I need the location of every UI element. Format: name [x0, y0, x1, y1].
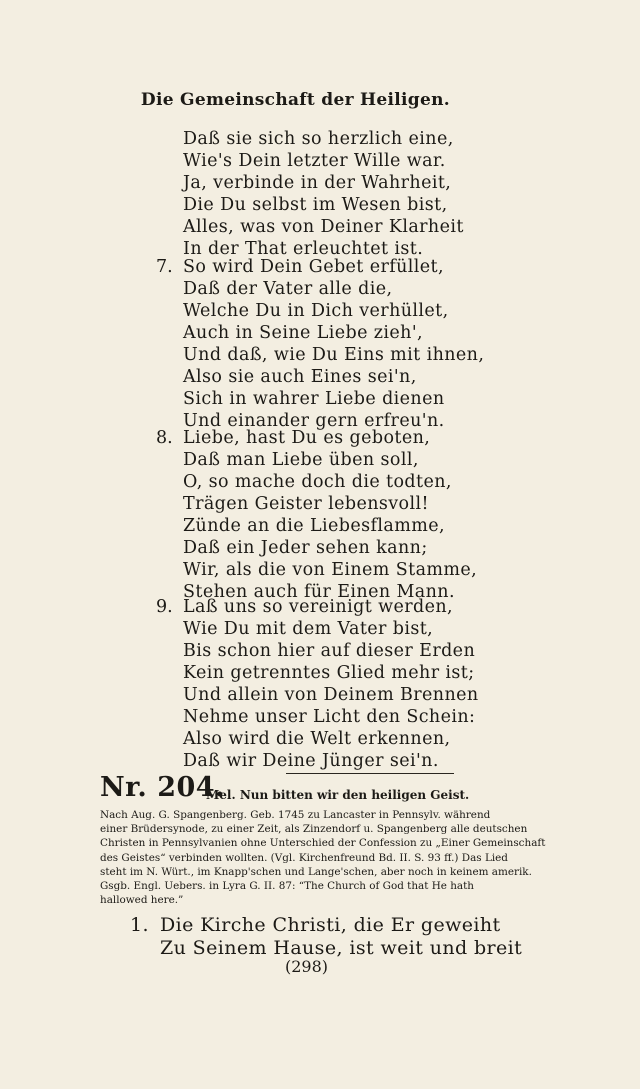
hymn-number: Nr. 204.: [100, 772, 225, 803]
note-line: des Geistes“ verbinden wollten. (Vgl. Kirchenfreund Bd. II. S. 93 ff.) Das Lied: [100, 851, 508, 864]
verse-line: Daß wir Deine Jünger sei'n.: [183, 751, 439, 771]
note-line: Gsgb. Engl. Uebers. in Lyra G. II. 87: “The Church of God that He hath: [100, 880, 474, 893]
verse-line: So wird Dein Gebet erfüllet,: [183, 257, 444, 277]
divider-rule: [286, 773, 454, 774]
verse-number: 1.: [130, 914, 149, 936]
verse-line: Also wird die Welt erkennen,: [183, 729, 451, 749]
verse-line: Liebe, hast Du es geboten,: [183, 428, 431, 448]
verse-line: Trägen Geister lebensvoll!: [183, 494, 429, 514]
verse-line: Daß man Liebe üben soll,: [183, 450, 419, 470]
running-head: Die Gemeinschaft der Heiligen.: [140, 90, 450, 110]
note-line: steht im N. Würt., im Knapp'schen und Lange'schen, aber noch in keinem amerik.: [100, 865, 532, 878]
verse-line: Und allein von Deinem Brennen: [183, 685, 479, 705]
verse-line: Ja, verbinde in der Wahrheit,: [183, 173, 452, 193]
verse-line: Die Kirche Christi, die Er geweiht: [160, 914, 501, 936]
verse-line: Zu Seinem Hause, ist weit und breit: [160, 937, 523, 959]
verse-line: Auch in Seine Liebe zieh',: [183, 323, 424, 343]
verse-line: Bis schon hier auf dieser Erden: [183, 641, 476, 661]
source-note: [100, 808, 547, 907]
verse-line: Also sie auch Eines sei'n,: [183, 367, 417, 387]
note-line: hallowed here.”: [100, 894, 184, 907]
verse-line: Wie Du mit dem Vater bist,: [183, 619, 434, 639]
verse-line: In der That erleuchtet ist.: [183, 239, 424, 259]
note-line: Christen in Pennsylvanien ohne Unterschied der Confession zu „Einer Gemeinschaft: [100, 837, 546, 850]
verse-line: Daß sie sich so herzlich eine,: [183, 129, 454, 149]
verse-line: Sich in wahrer Liebe dienen: [183, 389, 445, 409]
verse-line: Laß uns so vereinigt werden,: [183, 597, 453, 617]
verse-line: Die Du selbst im Wesen bist,: [183, 195, 448, 215]
verse-line: Daß ein Jeder sehen kann;: [183, 538, 428, 558]
page-number: (298): [285, 957, 329, 976]
verse-line: Und daß, wie Du Eins mit ihnen,: [183, 345, 485, 365]
verse-line: Wie's Dein letzter Wille war.: [183, 151, 446, 171]
verse-line: Zünde an die Liebesflamme,: [183, 516, 445, 536]
verse-line: O, so mache doch die todten,: [183, 472, 452, 492]
verse-line: Daß der Vater alle die,: [183, 279, 393, 299]
verse-line: Kein getrenntes Glied mehr ist;: [183, 663, 475, 683]
stanza-number: 9.: [156, 597, 173, 617]
melody-indication: Mel. Nun bitten wir den heiligen Geist.: [206, 788, 470, 802]
verse-line: Nehme unser Licht den Schein:: [183, 707, 476, 727]
verse-line: Stehen auch für Einen Mann.: [183, 582, 455, 602]
verse-line: Wir, als die von Einem Stamme,: [183, 560, 478, 580]
verse-line: Und einander gern erfreu'n.: [183, 411, 445, 431]
note-line: Nach Aug. G. Spangenberg. Geb. 1745 zu Lancaster in Pennsylv. während: [100, 809, 491, 821]
note-line: einer Brüdersynode, zu einer Zeit, als Zinzendorf u. Spangenberg alle deutschen: [100, 823, 528, 836]
verse-line: Alles, was von Deiner Klarheit: [183, 217, 464, 237]
stanza-number: 7.: [156, 257, 173, 277]
stanza-number: 8.: [156, 428, 173, 448]
verse-line: Welche Du in Dich verhüllet,: [183, 301, 449, 321]
